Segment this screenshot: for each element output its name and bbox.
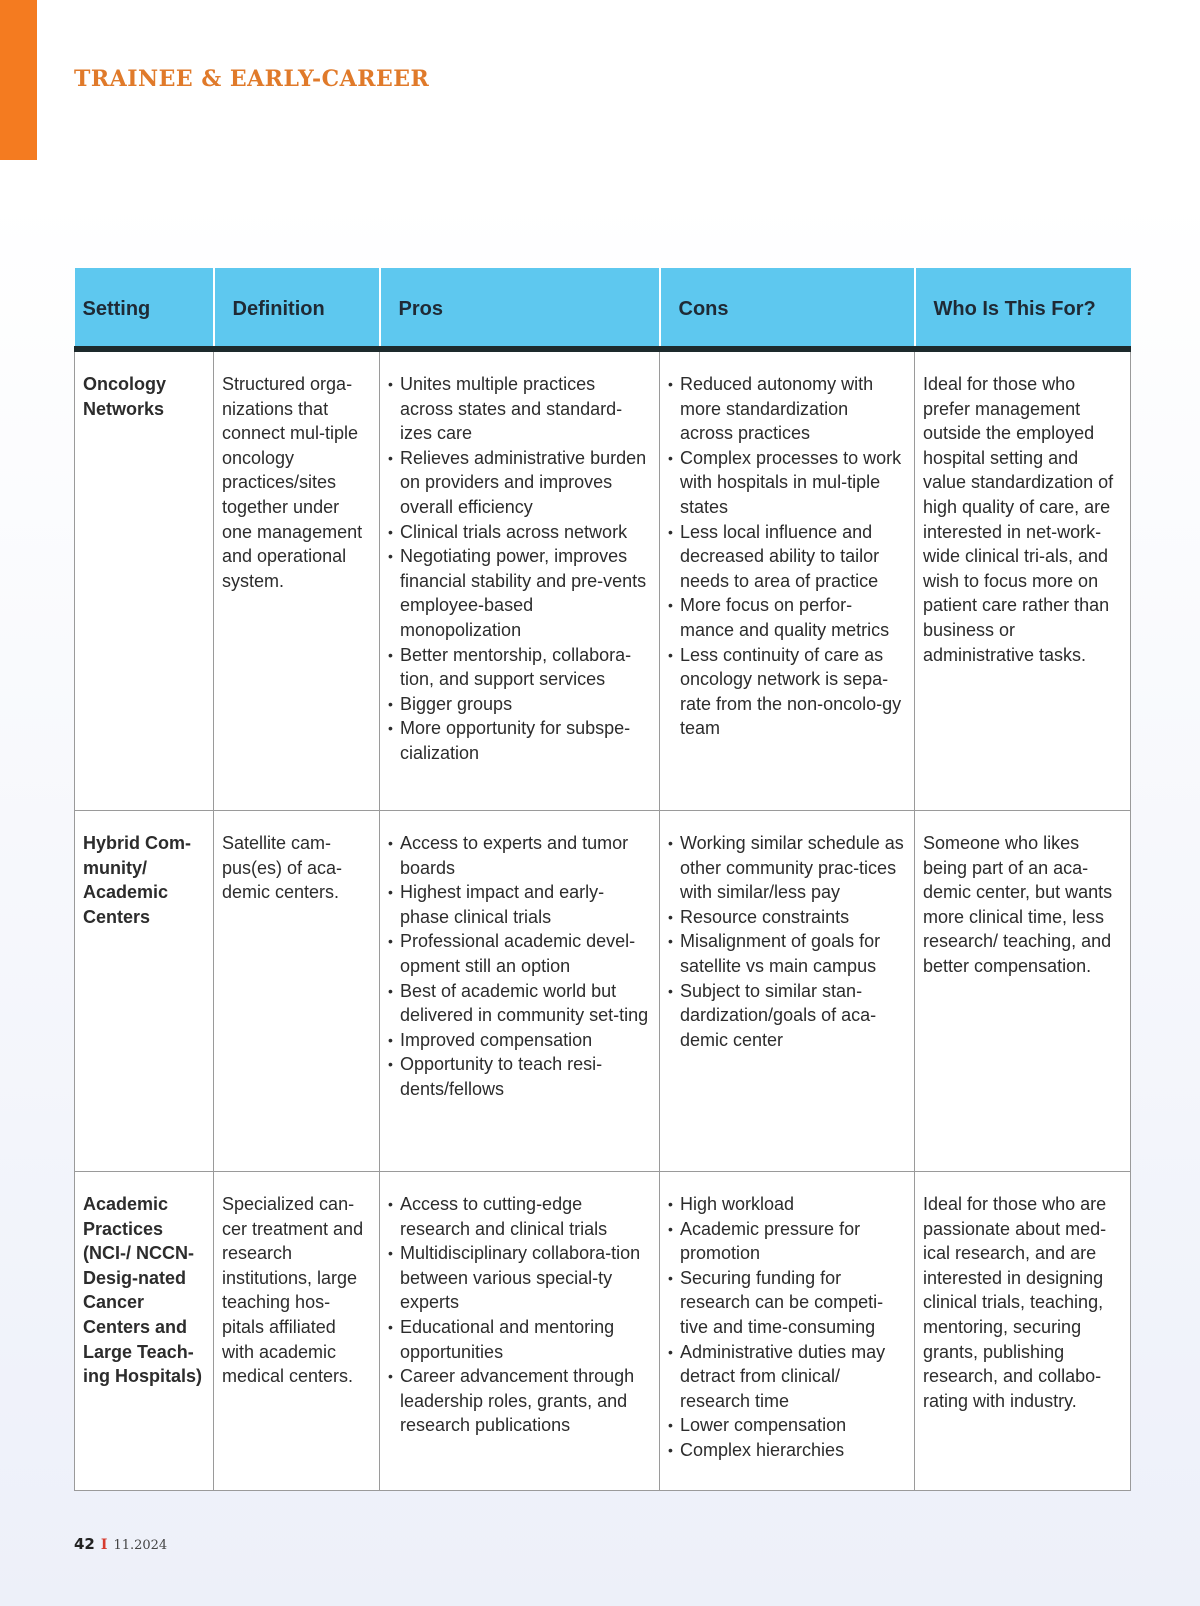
who-cell: Someone who likes being part of an aca-demic center, but wants more clinical time, less research/ teaching, and better compensation.: [915, 811, 1131, 1172]
list-item: • Subject to similar stan-dardization/goals of aca-demic center: [668, 979, 906, 1053]
orange-accent-bar: [0, 0, 37, 160]
list-item: • Opportunity to teach resi-dents/fellows: [388, 1052, 651, 1101]
table-row: [75, 1172, 1131, 1491]
list-item: • Bigger groups: [388, 692, 651, 717]
list-item: • Complex processes to work with hospitals in mul-tiple states: [668, 446, 906, 520]
definition-cell: Satellite cam-pus(es) of aca-demic centers.: [214, 811, 380, 1172]
cons-cell: [660, 811, 915, 1172]
table-header-row: [75, 268, 1131, 349]
pros-cell: [380, 349, 660, 811]
issue-date: 11.2024: [113, 1538, 168, 1553]
table-row: [75, 349, 1131, 811]
table-row: [75, 811, 1131, 1172]
who-cell: Ideal for those who are passionate about med-ical research, and are interested in designing clinical trials, teaching, mentoring, securing grants, publishing research, and collabo-rating with industry.: [915, 1172, 1131, 1491]
list-item: • Educational and mentoring opportunities: [388, 1315, 651, 1364]
list-item: • Unites multiple practices across states and standard-izes care: [388, 372, 651, 446]
column-header-setting: Setting: [75, 268, 214, 349]
pros-list: [388, 372, 651, 766]
practice-settings-table: [74, 268, 1131, 1491]
list-item: • Access to cutting-edge research and clinical trials: [388, 1192, 651, 1241]
list-item: • Academic pressure for promotion: [668, 1217, 906, 1266]
who-cell: Ideal for those who prefer management outside the employed hospital setting and value standardization of high quality of care, are interested in net-work-wide clinical tri-als, and wish to focus more on patient care rather than business or administrative tasks.: [915, 349, 1131, 811]
setting-cell: Academic Practices (NCI-/ NCCN-Desig-nated Cancer Centers and Large Teach-ing Hospitals): [75, 1172, 214, 1491]
definition-cell: Structured orga-nizations that connect mul-tiple oncology practices/sites together under one management and operational system.: [214, 349, 380, 811]
list-item: • Resource constraints: [668, 905, 906, 930]
list-item: • Lower compensation: [668, 1413, 906, 1438]
list-item: • Reduced autonomy with more standardization across practices: [668, 372, 906, 446]
list-item: • Administrative duties may detract from clinical/ research time: [668, 1340, 906, 1414]
pros-cell: [380, 811, 660, 1172]
list-item: • Securing funding for research can be competi-tive and time-consuming: [668, 1266, 906, 1340]
column-header-pros: Pros: [380, 268, 660, 349]
list-item: • Better mentorship, collabora-tion, and support services: [388, 643, 651, 692]
list-item: • Negotiating power, improves financial stability and pre-vents employee-based monopolization: [388, 544, 651, 642]
list-item: • More focus on perfor-mance and quality metrics: [668, 593, 906, 642]
list-item: • Access to experts and tumor boards: [388, 831, 651, 880]
list-item: • Clinical trials across network: [388, 520, 651, 545]
list-item: • Professional academic devel-opment still an option: [388, 929, 651, 978]
setting-cell: Oncology Networks: [75, 349, 214, 811]
list-item: • Complex hierarchies: [668, 1438, 906, 1463]
cons-cell: [660, 1172, 915, 1491]
list-item: • Less local influence and decreased ability to tailor needs to area of practice: [668, 520, 906, 594]
list-item: • Misalignment of goals for satellite vs main campus: [668, 929, 906, 978]
page-footer: [74, 1535, 167, 1553]
pros-list: [388, 1192, 651, 1438]
footer-separator: I: [100, 1537, 108, 1553]
list-item: • Multidisciplinary collabora-tion between various special-ty experts: [388, 1241, 651, 1315]
list-item: • High workload: [668, 1192, 906, 1217]
list-item: • Less continuity of care as oncology network is sepa-rate from the non-oncolo-gy team: [668, 643, 906, 741]
list-item: • Career advancement through leadership roles, grants, and research publications: [388, 1364, 651, 1438]
setting-cell: Hybrid Com-munity/ Academic Centers: [75, 811, 214, 1172]
list-item: • More opportunity for subspe-cialization: [388, 716, 651, 765]
pros-list: [388, 831, 651, 1102]
cons-list: [668, 1192, 906, 1463]
cons-cell: [660, 349, 915, 811]
column-header-who: Who Is This For?: [915, 268, 1131, 349]
list-item: • Improved compensation: [388, 1028, 651, 1053]
column-header-cons: Cons: [660, 268, 915, 349]
cons-list: [668, 372, 906, 741]
cons-list: [668, 831, 906, 1052]
page-number: 42: [74, 1535, 95, 1553]
definition-cell: Specialized can-cer treatment and research institutions, large teaching hos-pitals affiliated with academic medical centers.: [214, 1172, 380, 1491]
section-title: TRAINEE & EARLY-CAREER: [74, 66, 430, 92]
list-item: • Highest impact and early-phase clinical trials: [388, 880, 651, 929]
list-item: • Working similar schedule as other community prac-tices with similar/less pay: [668, 831, 906, 905]
list-item: • Best of academic world but delivered in community set-ting: [388, 979, 651, 1028]
column-header-definition: Definition: [214, 268, 380, 349]
list-item: • Relieves administrative burden on providers and improves overall efficiency: [388, 446, 651, 520]
pros-cell: [380, 1172, 660, 1491]
